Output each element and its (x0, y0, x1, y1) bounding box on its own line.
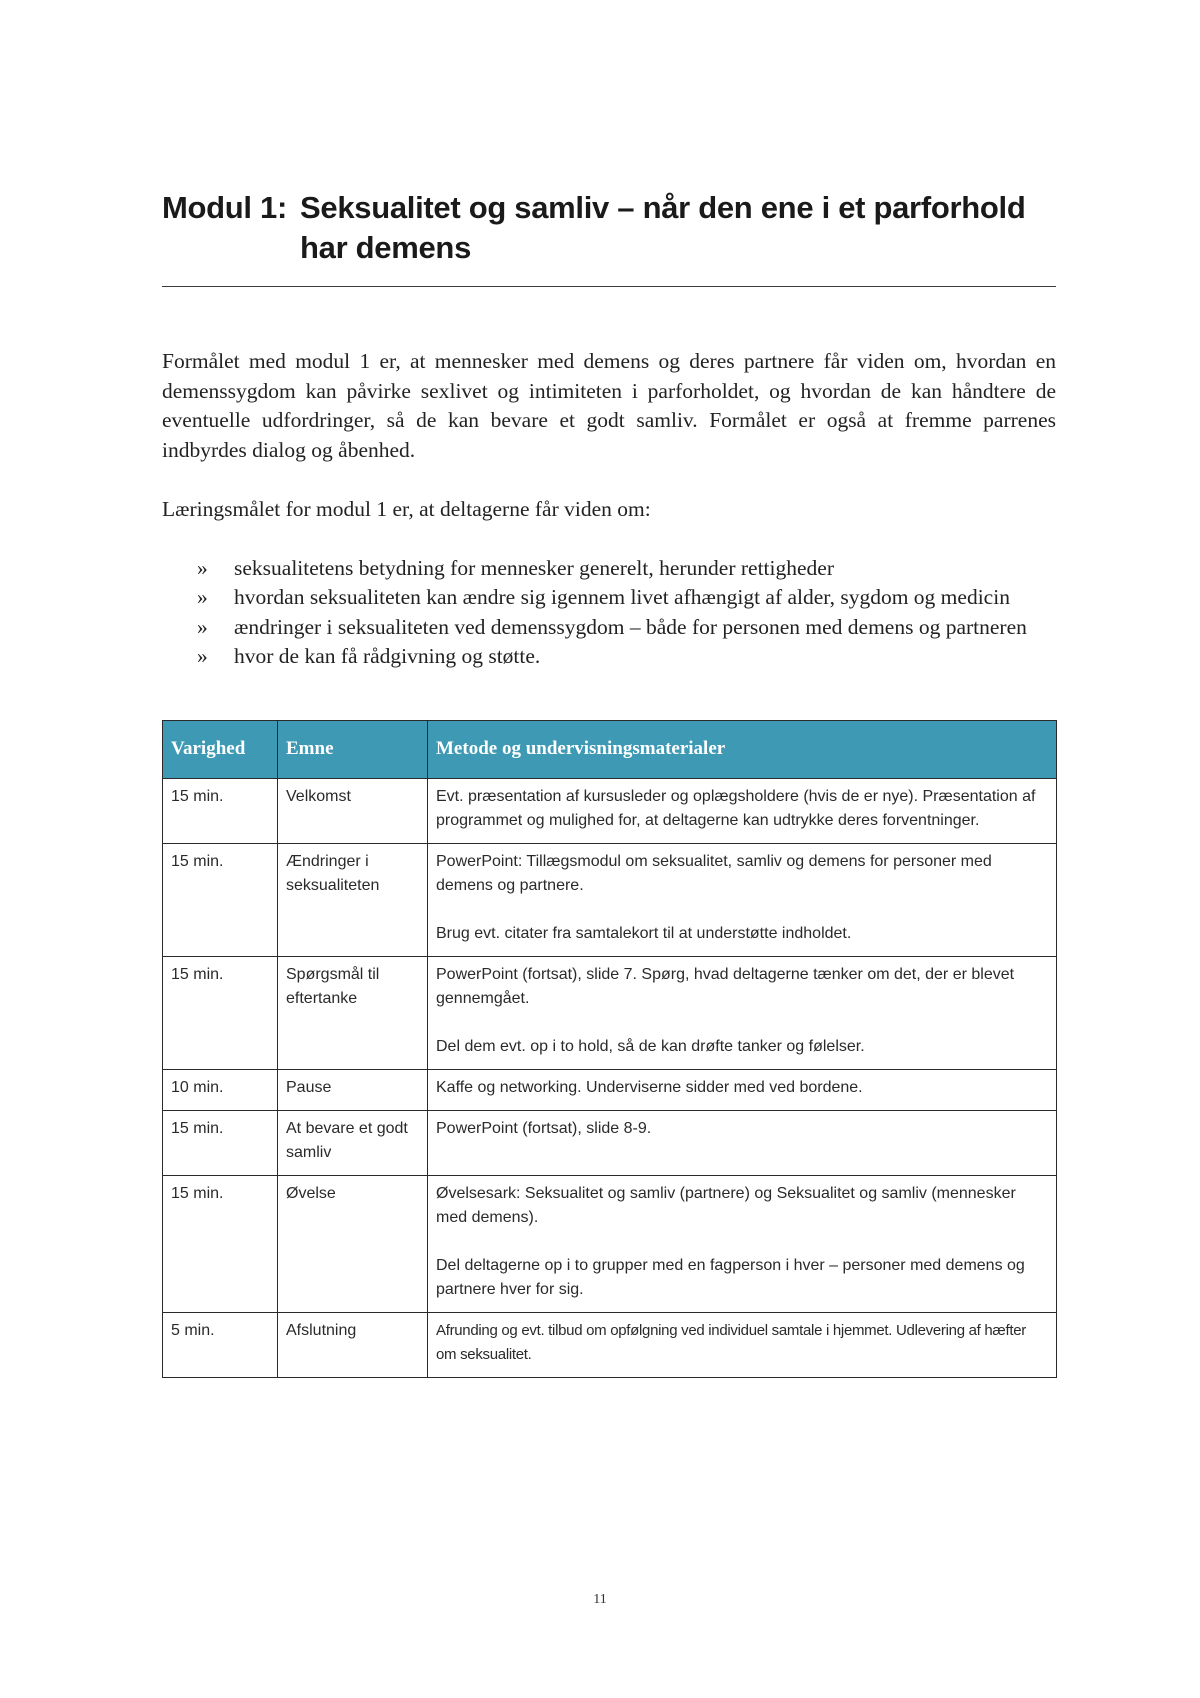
column-header-topic: Emne (278, 720, 428, 778)
method-text: Del dem evt. op i to hold, så de kan drøfte tanker og følelser. (436, 1037, 865, 1055)
topic-cell: Øvelse (278, 1175, 428, 1312)
list-item (162, 554, 1056, 584)
table-row (163, 1175, 1057, 1312)
method-text: PowerPoint (fortsat), slide 7. Spørg, hvad deltagerne tænker om det, der er blevet gennemgået. (436, 965, 1015, 1007)
method-text: Afrunding og evt. tilbud om opfølgning ved individuel samtale i hjemmet. Udlevering af hæfter om seksualitet. (436, 1321, 1026, 1363)
bullet-marker: » (197, 614, 208, 639)
list-item (162, 583, 1056, 613)
column-header-method: Metode og undervisningsmaterialer (428, 720, 1057, 778)
duration-cell: 15 min. (163, 1175, 278, 1312)
table-row (163, 1069, 1057, 1110)
table-row (163, 1110, 1057, 1175)
topic-cell: Ændringer i seksualiteten (278, 843, 428, 956)
method-cell (428, 1069, 1057, 1110)
table-row (163, 1312, 1057, 1377)
duration-cell: 15 min. (163, 843, 278, 956)
method-cell (428, 956, 1057, 1069)
table-header-row (163, 720, 1057, 778)
method-text: Øvelsesark: Seksualitet og samliv (partnere) og Seksualitet og samliv (mennesker med demens). (436, 1184, 1016, 1226)
bullet-marker: » (197, 585, 208, 609)
duration-cell: 10 min. (163, 1069, 278, 1110)
bullet-marker: » (197, 555, 208, 580)
method-text: PowerPoint (fortsat), slide 8-9. (436, 1119, 652, 1137)
table-row (163, 778, 1057, 843)
goal-text: hvordan seksualiteten kan ændre sig igennem livet afhængigt af alder, sygdom og medicin (234, 585, 1010, 609)
topic-cell: Spørgsmål til eftertanke (278, 956, 428, 1069)
schedule-table (162, 720, 1057, 1378)
page-content (162, 188, 1056, 1378)
list-item (162, 642, 1056, 672)
list-item (162, 613, 1056, 643)
topic-cell: Afslutning (278, 1312, 428, 1377)
table-row (163, 956, 1057, 1069)
duration-cell: 15 min. (163, 956, 278, 1069)
title-prefix: Modul 1: (162, 190, 288, 225)
method-text: Evt. præsentation af kursusleder og oplægsholdere (hvis de er nye). Præsentation af programmet og mulighed for, at deltagerne kan udtrykke deres forventninger. (436, 787, 1036, 829)
method-cell (428, 1312, 1057, 1377)
duration-cell: 15 min. (163, 1110, 278, 1175)
goal-text: hvor de kan få rådgivning og støtte. (234, 644, 541, 668)
method-cell (428, 1175, 1057, 1312)
column-header-duration: Varighed (163, 720, 278, 778)
method-cell (428, 1110, 1057, 1175)
topic-cell: Velkomst (278, 778, 428, 843)
bullet-marker: » (197, 644, 208, 668)
goal-text: ændringer i seksualiteten ved demenssygdom – både for personen med demens og partneren (234, 614, 1027, 639)
method-text: Del deltagerne op i to grupper med en fagperson i hver – personer med demens og partnere hver for sig. (436, 1256, 1025, 1298)
method-text: Kaffe og networking. Underviserne sidder med ved bordene. (436, 1078, 863, 1096)
goal-text: seksualitetens betydning for mennesker generelt, herunder rettigheder (234, 555, 834, 580)
method-text: Brug evt. citater fra samtalekort til at understøtte indholdet. (436, 924, 852, 942)
purpose-paragraph: Formålet med modul 1 er, at mennesker med demens og deres partnere får viden om, hvordan en demenssygdom kan påvirke sexlivet og intimiteten i parforholdet, og hvordan de kan håndtere de eventuelle udfordringer, så de kan bevare et godt samliv. Formålet er også at fremme parrenes indbyrdes dialog og åbenhed. (162, 349, 1056, 462)
page-number: 11 (593, 1592, 607, 1607)
table-row (163, 843, 1057, 956)
method-cell (428, 843, 1057, 956)
method-text: PowerPoint: Tillægsmodul om seksualitet, samliv og demens for personer med demens og partnere. (436, 852, 992, 894)
title-divider (162, 286, 1056, 287)
topic-cell: Pause (278, 1069, 428, 1110)
title-text: Seksualitet og samliv – når den ene i et parforhold har demens (300, 190, 1026, 265)
page-title (162, 188, 1056, 268)
learning-intro: Læringsmålet for modul 1 er, at deltagerne får viden om: (162, 497, 651, 521)
learning-goals-list (162, 554, 1056, 672)
duration-cell: 5 min. (163, 1312, 278, 1377)
topic-cell: At bevare et godt samliv (278, 1110, 428, 1175)
method-cell (428, 778, 1057, 843)
duration-cell: 15 min. (163, 778, 278, 843)
